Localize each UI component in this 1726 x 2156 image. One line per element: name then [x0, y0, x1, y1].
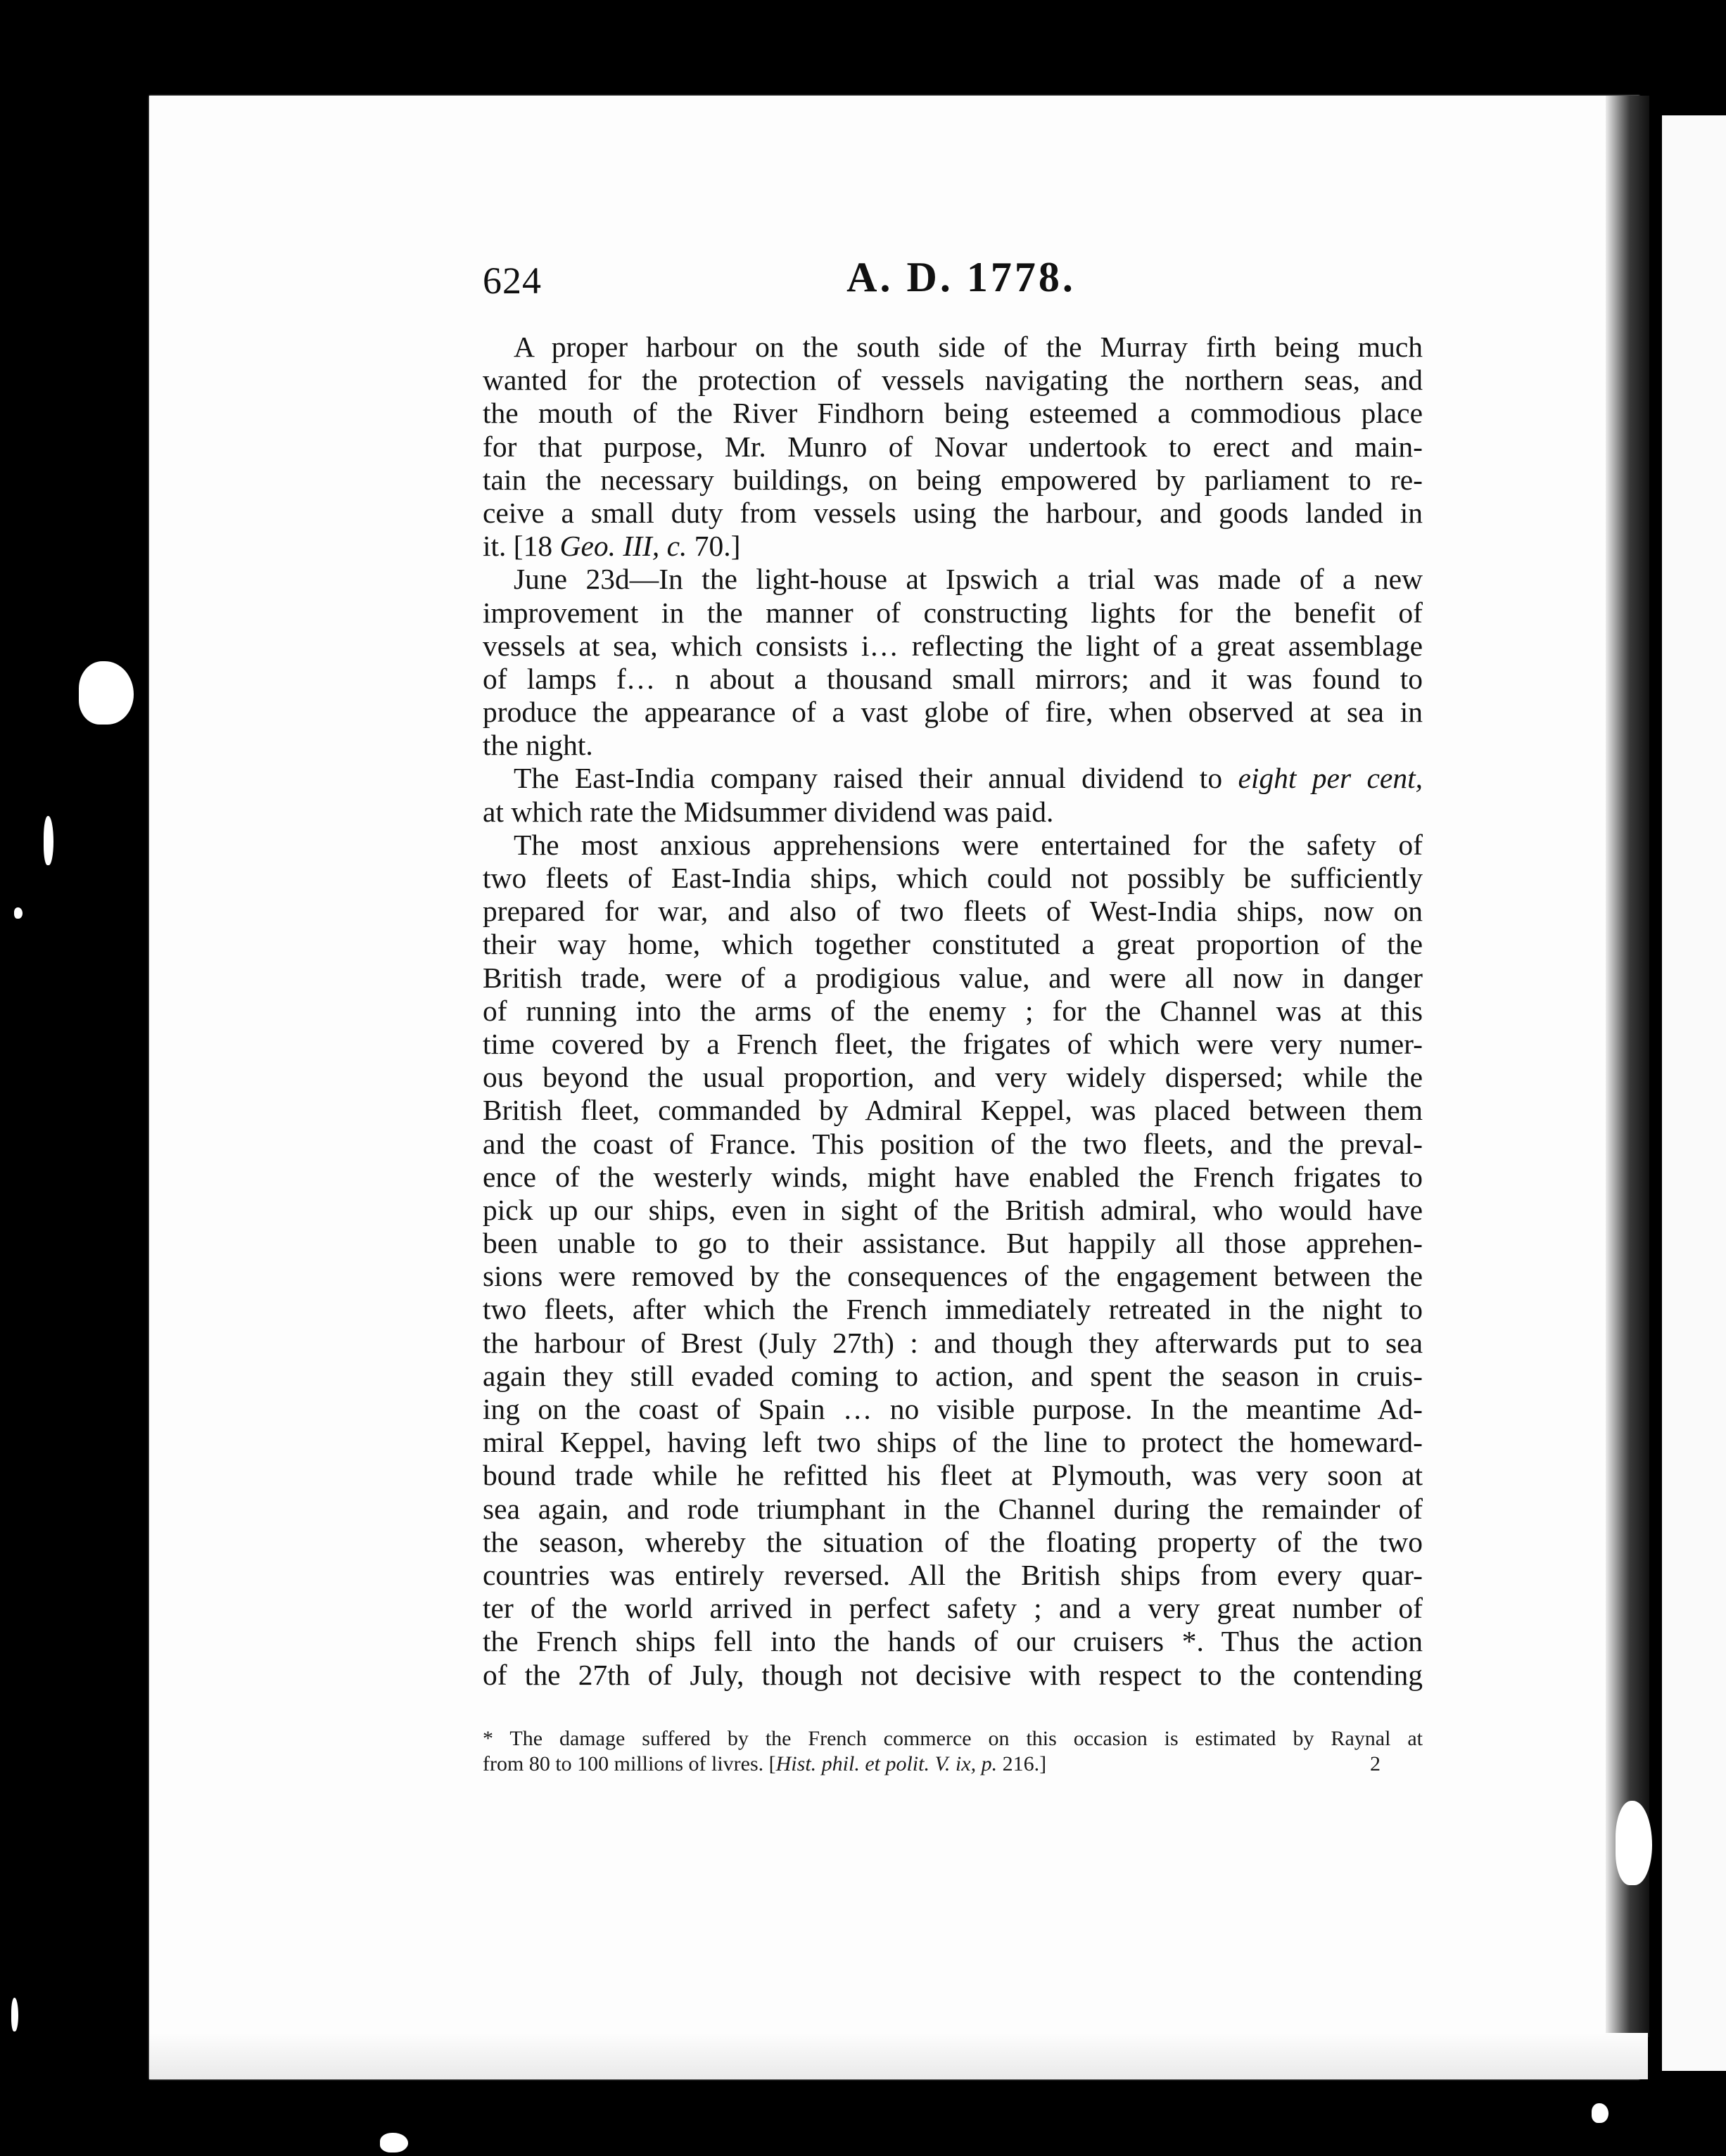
text-line: British trade, were of a prodigious value, and were all now in danger	[483, 961, 1423, 994]
text-line: ceive a small duty from vessels using the harbour, and goods landed in	[483, 496, 1423, 529]
text-line: and the coast of France. This position of the two fleets, and the preval-	[483, 1127, 1423, 1160]
text-line: ous beyond the usual proportion, and very widely dispersed; while the	[483, 1061, 1423, 1094]
footnote-line: from 80 to 100 millions of livres. [Hist. phil. et polit. V. ix, p. 216.]	[483, 1752, 1047, 1775]
text-line: the season, whereby the situation of the floating property of the two	[483, 1525, 1423, 1558]
text-line: June 23d—In the light-house at Ipswich a trial was made of a new	[514, 563, 1423, 596]
text-line: of the 27th of July, though not decisive with respect to the contending	[483, 1658, 1423, 1691]
scan-speck	[79, 661, 134, 725]
text-line: pick up our ships, even in sight of the British admiral, who would have	[483, 1193, 1423, 1226]
text-line: The most anxious apprehensions were entertained for the safety of	[514, 828, 1423, 861]
scan-speck	[1592, 2103, 1608, 2123]
body-text	[483, 331, 1423, 1692]
text-line: vessels at sea, which consists i… reflecting the light of a great assemblage	[483, 629, 1423, 662]
page-bottom-shadow	[149, 2033, 1648, 2079]
page-number: 624	[483, 260, 542, 302]
text-line: A proper harbour on the south side of the Murray firth being much	[514, 331, 1423, 363]
scan-speck	[380, 2133, 408, 2152]
scan-speck	[1616, 1801, 1652, 1885]
year-heading: A. D. 1778.	[846, 254, 1076, 300]
text-line: the harbour of Brest (July 27th) : and though they afterwards put to sea	[483, 1326, 1423, 1359]
text-line: at which rate the Midsummer dividend was paid.	[483, 795, 1054, 828]
text-line: two fleets of East-India ships, which could not possibly be sufficiently	[483, 862, 1423, 894]
text-line: improvement in the manner of constructing lights for the benefit of	[483, 596, 1423, 629]
text-line: miral Keppel, having left two ships of the line to protect the homeward-	[483, 1426, 1423, 1459]
scan-speck	[14, 907, 23, 919]
footnote	[483, 1726, 1423, 1777]
text-line: bound trade while he refitted his fleet at Plymouth, was very soon at	[483, 1459, 1423, 1492]
text-line: the night.	[483, 729, 593, 762]
text-line: the French ships fell into the hands of our cruisers *. Thus the action	[483, 1625, 1423, 1658]
scan-speck	[11, 1998, 18, 2031]
text-line: sea again, and rode triumphant in the Channel during the remainder of	[483, 1492, 1423, 1525]
text-line: British fleet, commanded by Admiral Keppel, was placed between them	[483, 1094, 1423, 1127]
text-line: two fleets, after which the French immediately retreated in the night to	[483, 1293, 1423, 1326]
text-line: produce the appearance of a vast globe of fire, when observed at sea in	[483, 696, 1423, 729]
facing-page-edge	[1662, 115, 1726, 2071]
text-line: the mouth of the River Findhorn being esteemed a commodious place	[483, 397, 1423, 430]
text-line: ence of the westerly winds, might have enabled the French frigates to	[483, 1160, 1423, 1193]
text-line: for that purpose, Mr. Munro of Novar undertook to erect and main-	[483, 430, 1423, 463]
text-line: sions were removed by the consequences of the engagement between the	[483, 1260, 1423, 1293]
text-line: The East-India company raised their annual dividend to eight per cent,	[514, 762, 1423, 795]
signature-mark: 2	[1370, 1752, 1381, 1775]
text-line: again they still evaded coming to action, and spent the season in cruis-	[483, 1359, 1423, 1392]
running-head	[483, 253, 1440, 317]
text-line: of running into the arms of the enemy ; for the Channel was at this	[483, 994, 1423, 1027]
text-line: prepared for war, and also of two fleets of West-India ships, now on	[483, 895, 1423, 928]
scan-speck	[44, 816, 53, 865]
text-line: of lamps f… n about a thousand small mirrors; and it was found to	[483, 662, 1423, 695]
text-line: their way home, which together constituted a great proportion of the	[483, 928, 1423, 961]
text-line: been unable to go to their assistance. But happily all those apprehen-	[483, 1227, 1423, 1260]
footnote-line: * The damage suffered by the French commerce on this occasion is estimated by Raynal at	[483, 1727, 1423, 1750]
text-line: ter of the world arrived in perfect safety ; and a very great number of	[483, 1592, 1423, 1625]
book-gutter	[1606, 96, 1649, 2037]
text-line: countries was entirely reversed. All the British ships from every quar-	[483, 1558, 1423, 1591]
text-line: tain the necessary buildings, on being empowered by parliament to re-	[483, 463, 1423, 496]
text-line: time covered by a French fleet, the frigates of which were very numer-	[483, 1027, 1423, 1060]
text-line: ing on the coast of Spain … no visible purpose. In the meantime Ad-	[483, 1393, 1423, 1425]
text-line: wanted for the protection of vessels navigating the northern seas, and	[483, 364, 1423, 397]
text-line: it. [18 Geo. III, c. 70.]	[483, 530, 741, 563]
